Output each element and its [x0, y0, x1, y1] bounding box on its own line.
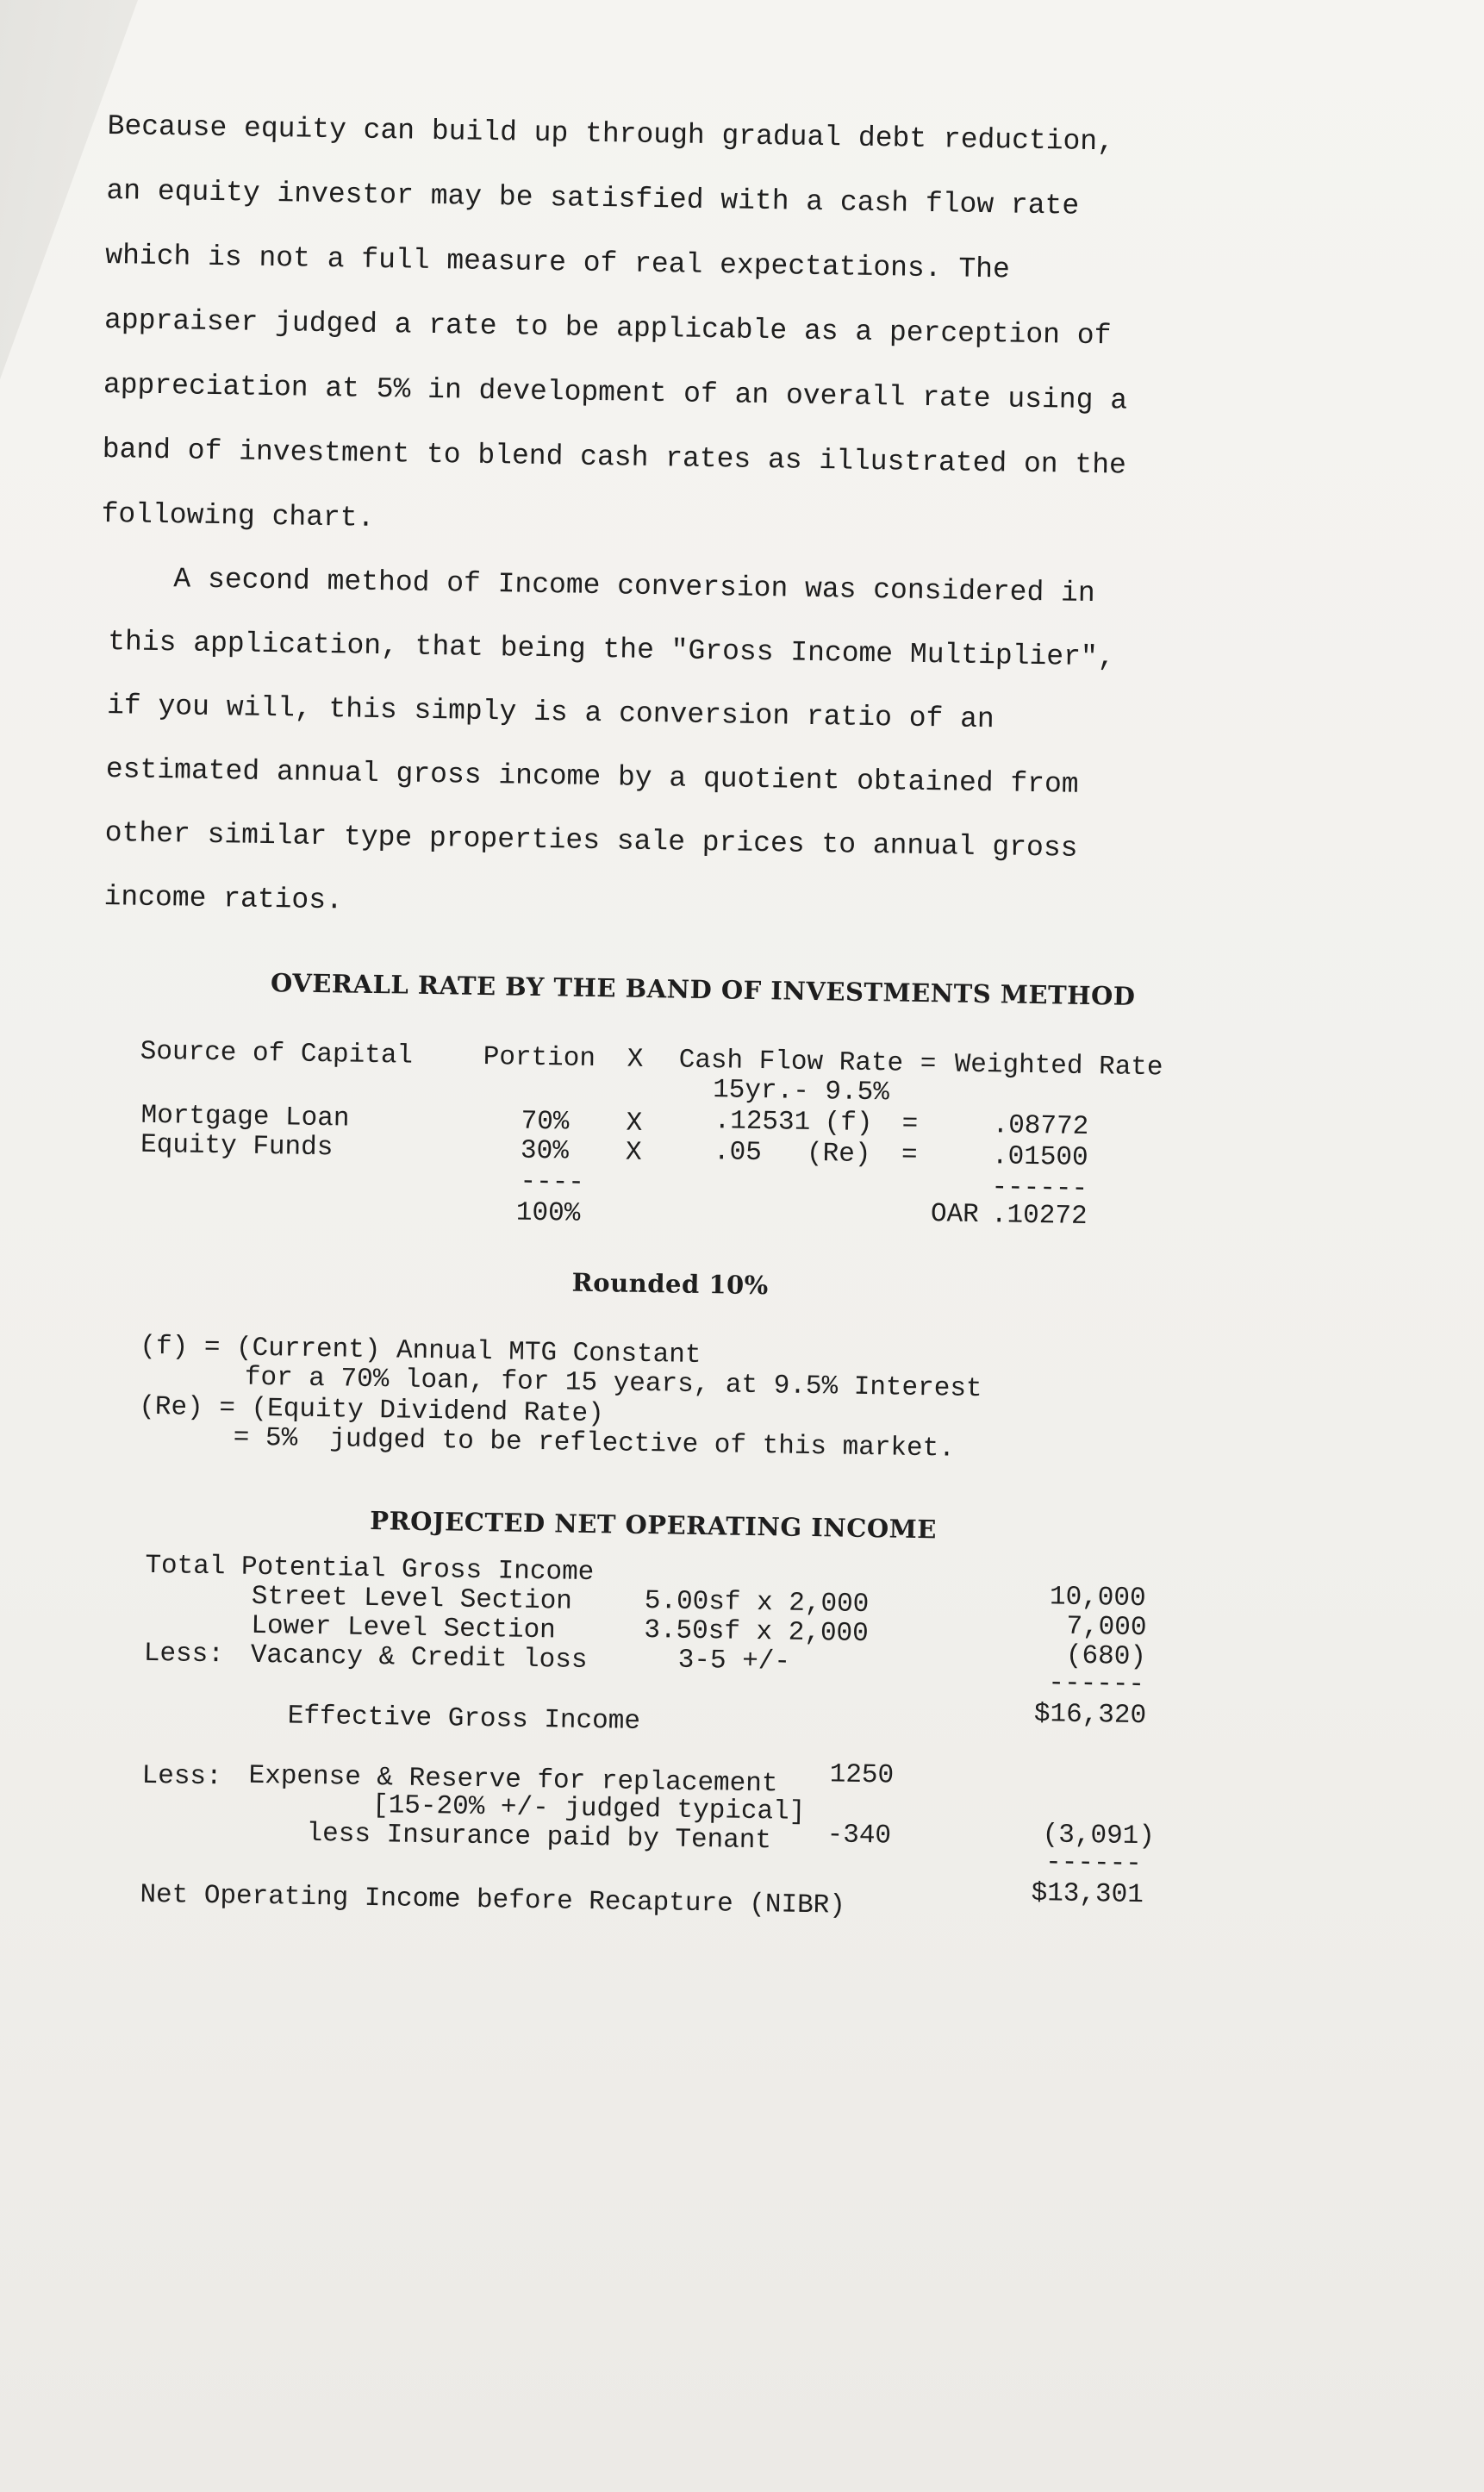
- street-level-calc: 5.00sf x 2,000: [644, 1585, 870, 1621]
- paragraph-line: if you will, this simply is a conversion ratio of an: [106, 690, 995, 736]
- oar-value: .10272: [990, 1200, 1088, 1233]
- row-mortgage-rate: .12531: [714, 1106, 811, 1138]
- oar-label: OAR: [930, 1199, 980, 1231]
- paragraph-line: Because equity can build up through gradual debt reduction,: [107, 109, 1115, 159]
- vacancy-amount: (680): [1065, 1640, 1147, 1673]
- lower-level-label: Lower Level Section: [251, 1610, 557, 1646]
- paragraph-line: an equity investor may be satisfied with a cash flow rate: [106, 174, 1080, 222]
- expense-total: (3,091): [1042, 1820, 1156, 1852]
- paragraph-line: following chart.: [101, 497, 375, 534]
- row-mortgage-x: X: [626, 1108, 643, 1139]
- noi-section: [78, 1541, 1223, 1990]
- paragraph-line: this application, that being the "Gross Income Multiplier",: [107, 626, 1115, 674]
- nibr-label: Net Operating Income before Recapture (NIBR): [140, 1879, 846, 1921]
- paragraph-line: income ratios.: [103, 881, 344, 917]
- note-f: (f) = (Current) Annual MTG Constant: [140, 1331, 701, 1371]
- header-source: Source of Capital: [140, 1036, 414, 1071]
- header-weighted: Weighted Rate: [954, 1049, 1163, 1084]
- note-f-detail: for a 70% loan, for 15 years, at 9.5% Interest: [244, 1362, 982, 1405]
- insurance-value: -340: [826, 1820, 892, 1852]
- paragraph-line: estimated annual gross income by a quotient obtained from: [105, 753, 1079, 801]
- row-mortgage-weighted: .08772: [992, 1110, 1089, 1143]
- header-equals: =: [920, 1048, 937, 1080]
- paragraph-line: appreciation at 5% in development of an overall rate using a: [103, 368, 1128, 417]
- rule-1: ------: [1048, 1668, 1145, 1701]
- row-equity-x: X: [625, 1137, 642, 1168]
- row-mortgage-equals: =: [901, 1109, 919, 1140]
- vacancy-calc: 3-5 +/-: [677, 1645, 791, 1677]
- less-label: Less:: [143, 1638, 225, 1671]
- egi-label: Effective Gross Income: [287, 1701, 641, 1737]
- less-label-2: Less:: [141, 1760, 222, 1793]
- vacancy-label: Vacancy & Credit loss: [250, 1639, 588, 1676]
- paragraph-line: appraiser judged a rate to be applicable as a perception of: [103, 303, 1112, 353]
- row-equity-weighted: .01500: [991, 1141, 1088, 1174]
- weighted-rule: ------: [991, 1172, 1088, 1205]
- expense-label: Expense & Reserve for replacement: [248, 1760, 778, 1800]
- insurance-label: less Insurance paid by Tenant: [306, 1818, 772, 1857]
- portion-total: 100%: [515, 1197, 581, 1229]
- row-equity-ref: (Re): [806, 1138, 871, 1171]
- row-equity-portion: 30%: [520, 1135, 570, 1167]
- street-level-amount: 10,000: [1049, 1582, 1146, 1614]
- rule-2: ------: [1044, 1847, 1143, 1880]
- paragraph-equity: [101, 94, 1245, 565]
- document-content: [78, 108, 1245, 1989]
- row-mortgage-ref: (f): [824, 1108, 873, 1140]
- row-equity-source: Equity Funds: [140, 1129, 334, 1164]
- row-equity-rate: .05: [713, 1137, 763, 1169]
- egi-amount: $16,320: [1033, 1699, 1147, 1732]
- paragraph-line: A second method of Income conversion was considered in: [173, 563, 1095, 610]
- paragraph-line: which is not a full measure of real expectations. The: [105, 239, 1011, 286]
- band-title: OVERALL RATE BY THE BAND OF INVESTMENTS METHOD: [270, 968, 1136, 1011]
- header-x: X: [627, 1044, 644, 1075]
- portion-rule: ----: [520, 1166, 585, 1198]
- note-re: (Re) = (Equity Dividend Rate): [139, 1391, 605, 1430]
- noi-title: PROJECTED NET OPERATING INCOME: [370, 1505, 938, 1545]
- nibr-amount: $13,301: [1031, 1878, 1144, 1911]
- paragraph-line: band of investment to blend cash rates as illustrated on the: [102, 433, 1127, 482]
- expense-value: 1250: [829, 1759, 895, 1791]
- note-re-detail: = 5% judged to be reflective of this market.: [233, 1422, 956, 1465]
- header-cash-flow: Cash Flow Rate: [678, 1045, 904, 1079]
- paragraph-line: other similar type properties sale prices to annual gross: [104, 817, 1078, 865]
- row-equity-equals: =: [901, 1140, 918, 1171]
- expense-note: [15-20% +/- judged typical]: [371, 1790, 806, 1827]
- lower-level-calc: 3.50sf x 2,000: [644, 1614, 870, 1650]
- lower-level-amount: 7,000: [1066, 1611, 1147, 1644]
- row-mortgage-portion: 70%: [521, 1106, 570, 1138]
- row-mortgage-source: Mortgage Loan: [140, 1100, 350, 1134]
- rounded-result: Rounded 10%: [571, 1267, 770, 1301]
- street-level-label: Street Level Section: [251, 1581, 573, 1617]
- header-portion: Portion: [483, 1041, 596, 1075]
- paragraph-gim: [103, 546, 1238, 947]
- sub-header-term: 15yr.- 9.5%: [712, 1075, 890, 1109]
- total-pgi-label: Total Potential Gross Income: [145, 1550, 595, 1589]
